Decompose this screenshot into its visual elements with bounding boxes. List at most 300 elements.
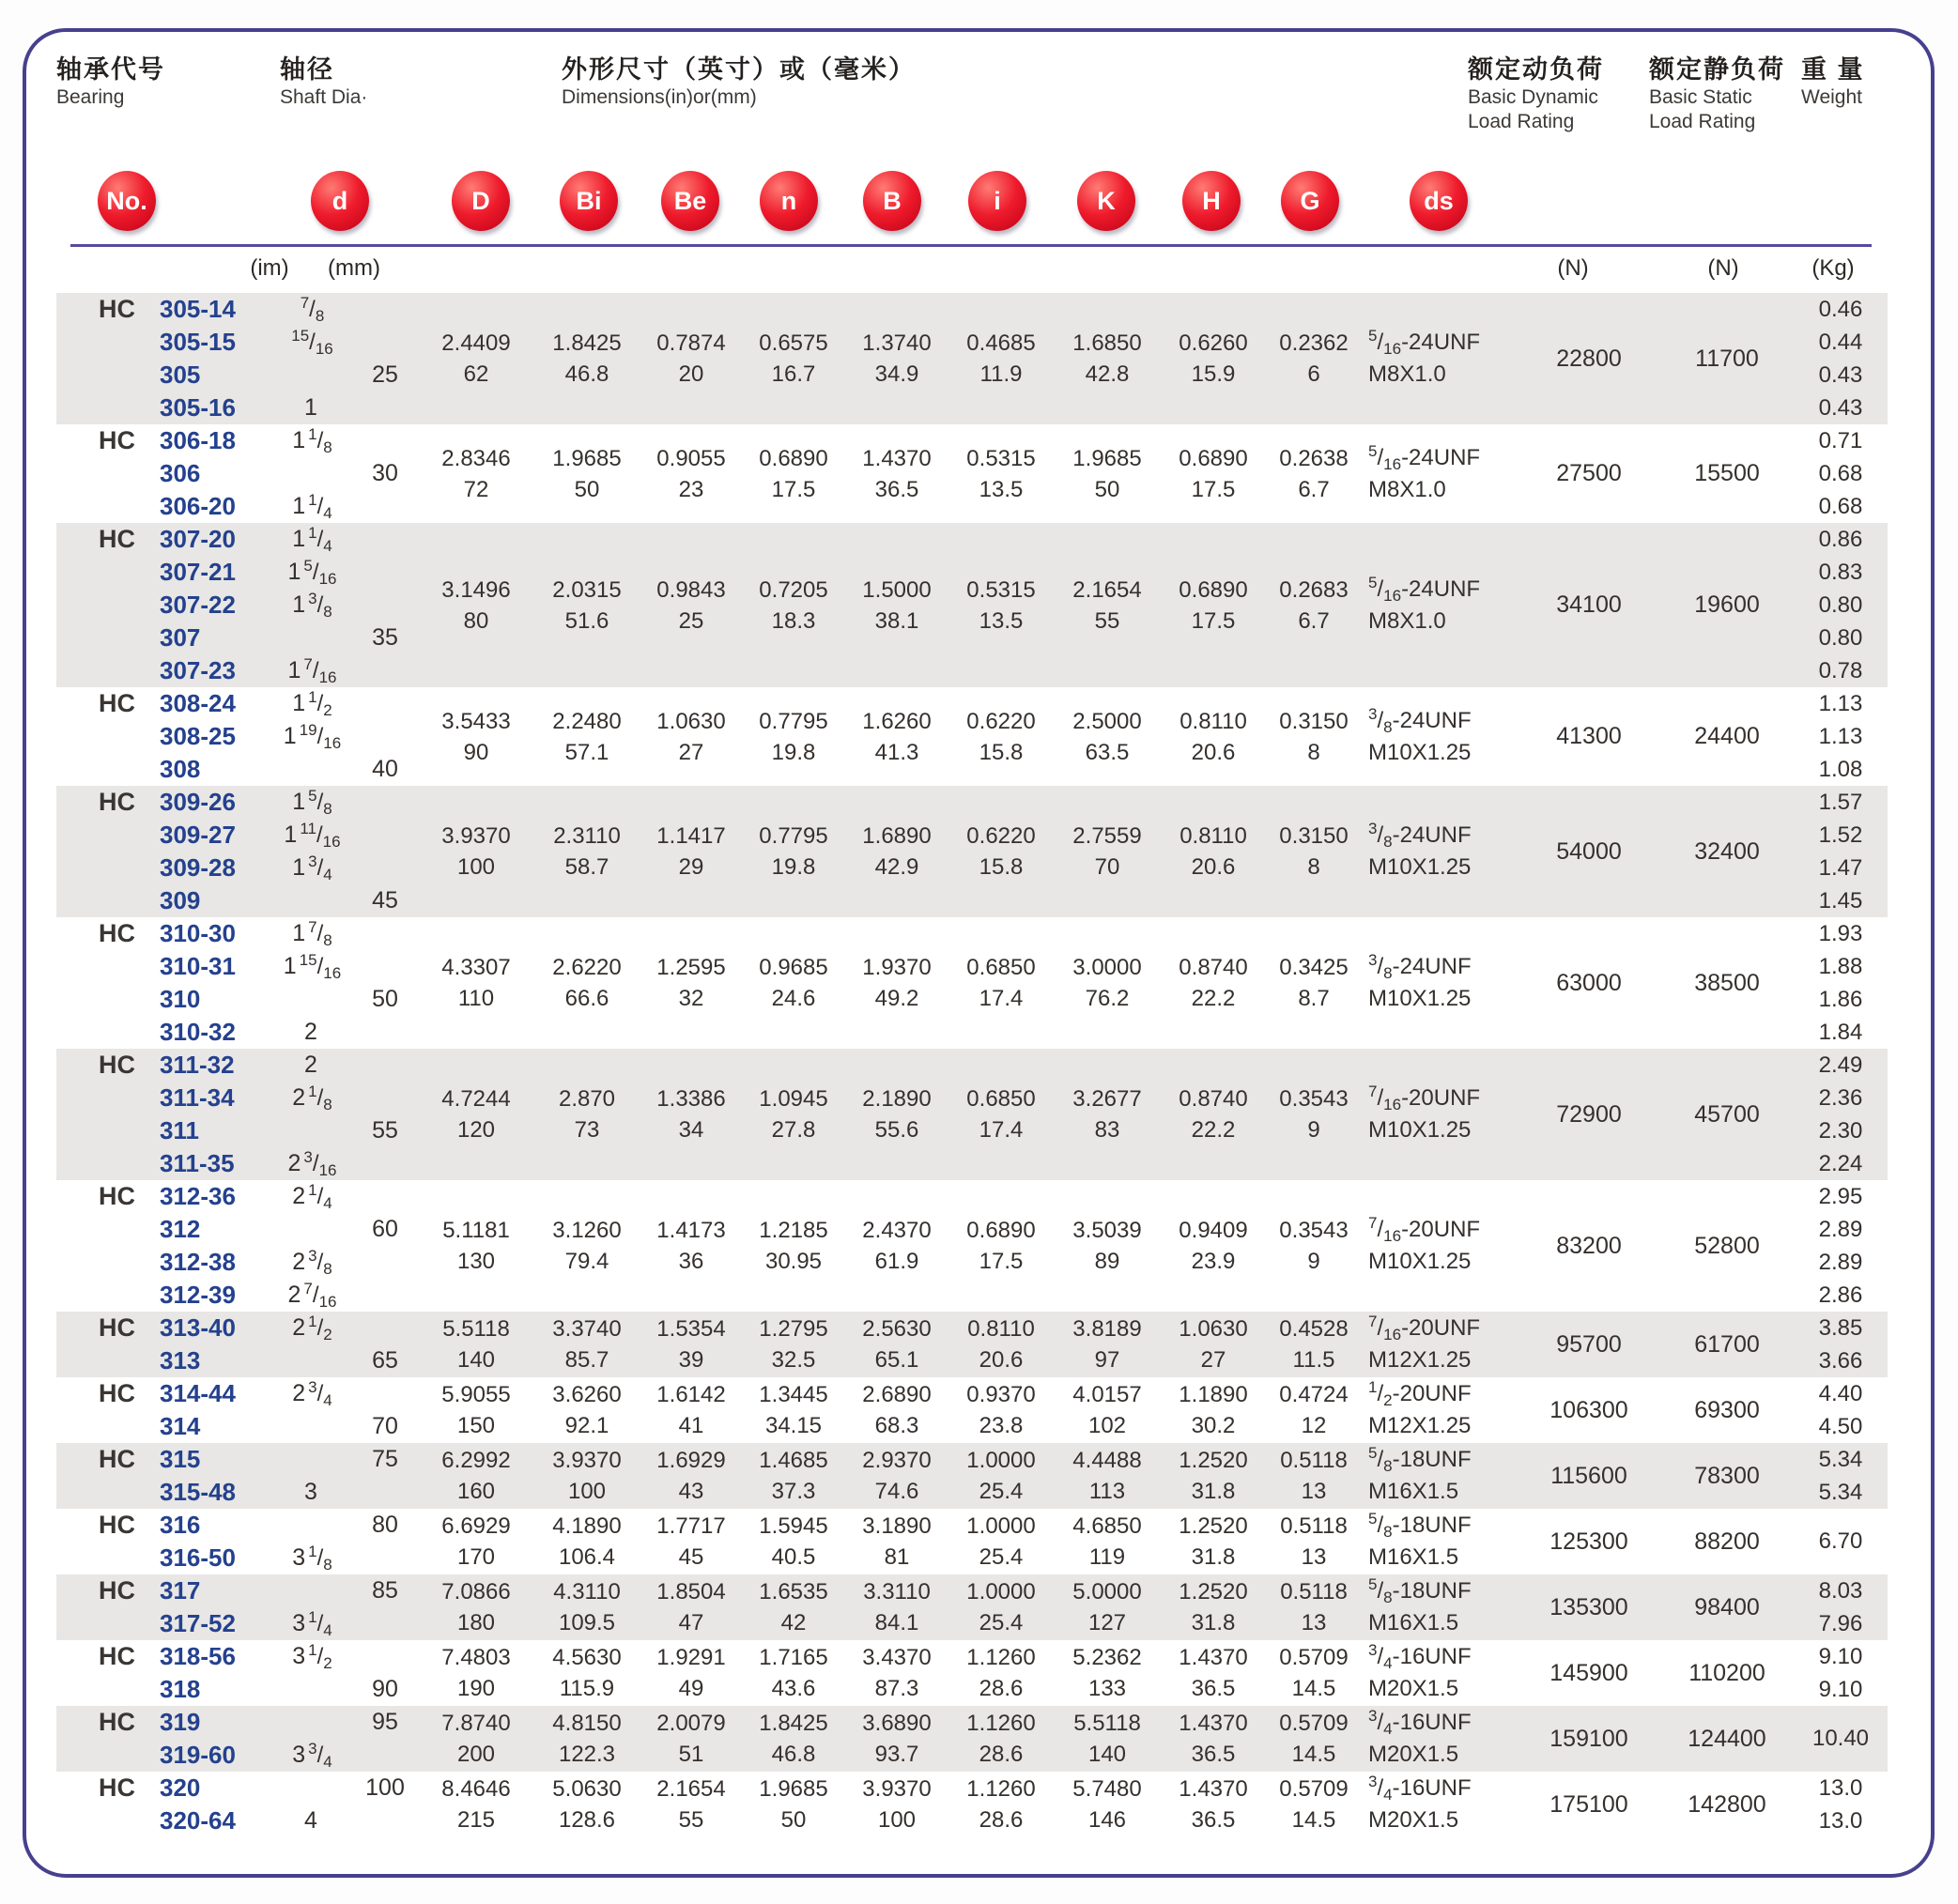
bearing-group: [56, 1509, 1888, 1574]
dim-inch-value: 2.5630: [862, 1316, 932, 1342]
table-row: [141, 326, 272, 359]
static-load-col: [1660, 1706, 1794, 1772]
shaft-fraction: $^1/_4$: [308, 1608, 332, 1639]
dim-col-B: [844, 293, 949, 424]
dim-col-B: [844, 1443, 949, 1509]
thread-unf-spec: $^3/_4-16UNF$: [1368, 1641, 1472, 1672]
weight-col: [1794, 1574, 1888, 1640]
shaft-dia-inch: [292, 1544, 332, 1572]
shaft-fraction: $^3/_4$: [308, 1378, 332, 1409]
dim-mm-value: 146: [1087, 1807, 1127, 1833]
unit-dynamic-n: (N): [1557, 255, 1589, 281]
dynamic-load-value: 41300: [1556, 723, 1622, 749]
dim-inch-value: 0.9685: [759, 955, 828, 980]
dim-inch-value: 0.5709: [1279, 1711, 1349, 1736]
bearing-code: 311-35: [160, 1149, 235, 1177]
thread-col: [1363, 1509, 1518, 1574]
static-load-col: [1660, 786, 1794, 917]
dim-mm-value: 13: [1301, 1610, 1327, 1635]
dynamic-load-value: 22800: [1556, 345, 1622, 372]
shaft-dia-inch: [284, 723, 341, 750]
dim-col-i: [949, 1509, 1053, 1574]
shaft-fraction: $^1/_2$: [308, 1313, 332, 1344]
bearing-code: 307-21: [160, 558, 236, 586]
bearing-code: 313-40: [160, 1313, 236, 1342]
dynamic-load-value: 135300: [1549, 1593, 1628, 1620]
dim-mm-value: 15.8: [979, 854, 1024, 880]
table-row: [141, 1574, 272, 1607]
code-col: [141, 1049, 272, 1180]
shaft-fraction: $^3/_4$: [308, 852, 332, 883]
weight-value: 1.84: [1818, 1019, 1863, 1045]
thread-metric-spec: M12X1.25: [1368, 1413, 1472, 1438]
code-col: [141, 917, 272, 1049]
shaft-whole: 1: [284, 821, 298, 848]
table-row: [141, 1082, 272, 1114]
dim-inch-value: 1.4685: [759, 1448, 828, 1473]
bearing-code: 305-14: [160, 295, 236, 323]
dim-col-i: [949, 687, 1053, 786]
dim-col-G: [1265, 523, 1363, 687]
weight-value: 0.44: [1818, 329, 1863, 355]
bearing-group: [56, 1443, 1888, 1509]
dim-mm-value: 63.5: [1085, 739, 1130, 765]
weight-value: 0.46: [1818, 296, 1863, 322]
table-row: [141, 1016, 272, 1049]
dim-mm-value: 51.6: [564, 607, 609, 634]
shaft-whole: 2: [292, 1380, 306, 1406]
shaft-fraction: $^1/_4$: [308, 1181, 332, 1212]
shaft-dia-inch: [292, 1610, 332, 1637]
dynamic-load-col: [1518, 1509, 1660, 1574]
table-row: [141, 917, 272, 950]
hc-col: [56, 1049, 141, 1180]
static-load-value: 110200: [1688, 1659, 1765, 1686]
dim-col-i: [949, 293, 1053, 424]
dim-col-n: [743, 1312, 844, 1377]
bearing-code: 311: [160, 1116, 199, 1144]
dim-col-Bi: [534, 523, 640, 687]
dim-mm-value: 66.6: [564, 986, 609, 1011]
shaft-whole: 2: [292, 1084, 306, 1111]
static-load-value: 52800: [1694, 1232, 1760, 1259]
thread-unf-spec: $^3/_8-24UNF$: [1368, 704, 1472, 736]
dim-inch-value: 0.5315: [966, 576, 1036, 603]
shaft-dia-inch: [304, 1052, 320, 1079]
header-bearing-zh: 轴承代号: [56, 55, 165, 84]
dim-col-H: [1162, 786, 1265, 917]
dim-mm-value: 41: [678, 1413, 704, 1438]
dim-col-Bi: [534, 917, 640, 1049]
dim-mm-value: 140: [456, 1347, 496, 1373]
dim-col-n: [743, 1574, 844, 1640]
dim-inch-value: 2.6220: [552, 955, 622, 980]
shaft-fraction: $^3/_8$: [308, 590, 332, 621]
table-row: [141, 983, 272, 1016]
dim-mm-value: 49: [678, 1676, 704, 1701]
dim-mm-value: 36.5: [874, 476, 919, 502]
shaft-dia-inch: [300, 293, 325, 325]
dim-inch-value: 0.7795: [759, 823, 828, 849]
dim-mm-value: 109.5: [558, 1610, 616, 1635]
table-row: [141, 1344, 272, 1377]
dim-inch-value: 1.2520: [1179, 1579, 1248, 1605]
shaft-whole: 2: [292, 1314, 306, 1341]
table-row: [141, 1410, 272, 1443]
dim-mm-value: 89: [1094, 1249, 1120, 1274]
bearing-code: 317: [160, 1576, 201, 1605]
weight-col: [1794, 917, 1888, 1049]
dim-inch-value: 2.8346: [441, 445, 511, 471]
dim-col-n: [743, 1443, 844, 1509]
bearing-code: 312-36: [160, 1182, 236, 1210]
bearing-code: 309-27: [160, 821, 236, 849]
dim-mm-value: 11.5: [1292, 1347, 1335, 1373]
bearing-code: 314-44: [160, 1379, 236, 1407]
shaft-dia-inch: [292, 690, 332, 717]
weight-value: 9.10: [1818, 1643, 1863, 1669]
static-load-value: 38500: [1694, 969, 1760, 996]
dim-mm-value: 8: [1307, 739, 1320, 765]
dim-inch-value: 1.0630: [656, 708, 726, 734]
shaft-dia-mm: 30: [372, 460, 398, 486]
code-col: [141, 1772, 272, 1837]
shaft-fraction: $^3/_4$: [308, 1740, 332, 1771]
table-row: [141, 392, 272, 424]
dim-col-i: [949, 1049, 1053, 1180]
bearing-code: 307-20: [160, 525, 236, 553]
shaft-whole: 2: [292, 1249, 306, 1275]
shaft-dia-mm: 40: [372, 756, 398, 782]
static-load-col: [1660, 1640, 1794, 1706]
dim-inch-value: 1.5000: [862, 576, 932, 603]
dim-col-G: [1265, 1706, 1363, 1772]
static-load-value: 32400: [1694, 837, 1760, 865]
dim-inch-value: 0.3425: [1279, 955, 1349, 980]
dim-col-H: [1162, 1706, 1265, 1772]
dim-col-i: [949, 1640, 1053, 1706]
thread-metric-spec: M10X1.25: [1368, 854, 1472, 880]
dim-col-B: [844, 1706, 949, 1772]
dim-inch-value: 2.1654: [1072, 576, 1142, 603]
dim-mm-value: 36.5: [1191, 1676, 1236, 1701]
weight-value: 1.45: [1818, 887, 1863, 914]
dynamic-load-col: [1518, 687, 1660, 786]
dim-mm-value: 80: [463, 607, 489, 634]
table-row: [141, 687, 272, 720]
group-prefix: HC: [99, 426, 135, 454]
hc-col: [56, 1180, 141, 1312]
bearing-code: 313: [160, 1346, 201, 1374]
weight-value: 2.49: [1818, 1052, 1863, 1078]
shaft-mm-col: [352, 1574, 418, 1640]
shaft-mm-col: [352, 1180, 418, 1312]
shaft-fraction: $^3/_{16}$: [303, 1148, 337, 1179]
dim-inch-value: 1.2185: [759, 1218, 828, 1243]
dim-col-D: [418, 917, 534, 1049]
static-load-value: 88200: [1694, 1528, 1760, 1555]
dim-col-n: [743, 293, 844, 424]
dim-inch-value: 0.3150: [1279, 708, 1349, 734]
dim-col-Be: [640, 1312, 743, 1377]
dim-col-n: [743, 687, 844, 786]
dynamic-load-value: 175100: [1549, 1790, 1628, 1818]
dim-mm-value: 74.6: [874, 1479, 919, 1504]
dim-inch-value: 1.6850: [1072, 330, 1142, 356]
dim-mm-value: 37.3: [771, 1479, 816, 1504]
shaft-mm-col: [352, 424, 418, 523]
shaft-mm-col: [352, 1377, 418, 1443]
thread-metric-spec: M10X1.25: [1368, 1117, 1472, 1143]
static-load-value: 61700: [1694, 1330, 1760, 1358]
dim-mm-value: 68.3: [874, 1413, 919, 1438]
shaft-dia-inch: [292, 493, 332, 520]
dim-col-Bi: [534, 1640, 640, 1706]
thread-col: [1363, 1377, 1518, 1443]
dim-inch-value: 1.8425: [552, 330, 622, 356]
table-row: [141, 1804, 272, 1837]
dim-inch-value: 1.3740: [862, 330, 932, 356]
dim-inch-value: 6.6929: [441, 1513, 511, 1539]
table-row: [141, 589, 272, 622]
dim-col-H: [1162, 687, 1265, 786]
weight-value: 1.93: [1818, 920, 1863, 946]
dim-inch-value: 5.5118: [442, 1316, 510, 1342]
bearing-code: 309: [160, 886, 201, 914]
table-row: [141, 359, 272, 392]
dynamic-load-value: 145900: [1549, 1659, 1628, 1686]
dim-mm-value: 17.5: [1191, 476, 1236, 502]
dim-mm-value: 27: [678, 739, 704, 765]
dim-mm-value: 20: [678, 361, 704, 387]
dim-col-G: [1265, 1312, 1363, 1377]
dim-col-D: [418, 786, 534, 917]
dim-mm-value: 42.9: [874, 854, 919, 880]
code-col: [141, 1377, 272, 1443]
dim-mm-value: 14.5: [1291, 1676, 1336, 1701]
dim-inch-value: 2.9370: [862, 1448, 932, 1473]
dim-inch-value: 1.0000: [966, 1448, 1036, 1473]
shaft-whole: 2: [287, 1282, 301, 1308]
hc-col: [56, 424, 141, 523]
weight-col: [1794, 1312, 1888, 1377]
shaft-inch-col: [272, 523, 352, 687]
thread-metric-spec: M8X1.0: [1368, 607, 1446, 634]
dim-inch-value: 0.8740: [1179, 1086, 1248, 1112]
dim-col-D: [418, 293, 534, 424]
column-badge-No: No.: [98, 171, 156, 231]
dim-inch-value: 2.7559: [1072, 823, 1142, 849]
thread-metric-spec: M10X1.25: [1368, 1249, 1472, 1274]
dim-mm-value: 25.4: [979, 1544, 1024, 1570]
bearing-code: 307-23: [160, 656, 236, 684]
dim-inch-value: 0.5709: [1279, 1776, 1349, 1802]
hc-col: [56, 293, 141, 424]
table-row: [141, 1673, 272, 1706]
dim-mm-value: 36: [678, 1249, 704, 1274]
dim-mm-value: 47: [678, 1610, 704, 1635]
dim-col-B: [844, 917, 949, 1049]
dim-col-Be: [640, 1706, 743, 1772]
column-badge-n: n: [760, 171, 818, 231]
dim-mm-value: 42.8: [1085, 361, 1130, 387]
dim-inch-value: 0.2362: [1279, 330, 1349, 356]
hc-col: [56, 1772, 141, 1837]
shaft-dia-mm: 35: [372, 624, 398, 651]
dim-mm-value: 40.5: [771, 1544, 816, 1570]
shaft-whole: 1: [287, 657, 301, 683]
bearing-code: 312: [160, 1215, 201, 1243]
shaft-whole: 2: [292, 1183, 306, 1209]
hc-col: [56, 1574, 141, 1640]
dim-mm-value: 28.6: [979, 1676, 1024, 1701]
weight-value: 2.86: [1818, 1282, 1863, 1308]
dim-mm-value: 83: [1094, 1117, 1120, 1143]
dim-inch-value: 0.8110: [1179, 823, 1247, 849]
unit-shaft-mm: (mm): [328, 255, 380, 281]
shaft-dia-inch: [291, 326, 333, 358]
dynamic-load-col: [1518, 1180, 1660, 1312]
group-prefix: HC: [99, 1576, 135, 1605]
shaft-inch-col: [272, 1772, 352, 1837]
group-prefix: HC: [99, 1773, 135, 1802]
dim-inch-value: 4.3307: [441, 955, 511, 980]
dim-col-n: [743, 1509, 844, 1574]
dim-inch-value: 1.4370: [862, 445, 932, 471]
weight-value: 13.0: [1818, 1807, 1863, 1834]
table-row: [141, 1049, 272, 1082]
dim-col-i: [949, 1706, 1053, 1772]
weight-col: [1794, 1509, 1888, 1574]
weight-col: [1794, 1640, 1888, 1706]
weight-value: 4.40: [1818, 1380, 1863, 1406]
dim-inch-value: 1.5945: [759, 1513, 828, 1539]
dim-mm-value: 45: [678, 1544, 704, 1570]
bearing-code: 308-25: [160, 722, 236, 750]
table-row: [141, 753, 272, 786]
dim-inch-value: 0.4685: [966, 330, 1036, 356]
shaft-fraction: $^1/_8$: [308, 1543, 332, 1574]
bearing-code: 309-26: [160, 788, 236, 816]
dim-col-B: [844, 1772, 949, 1837]
dynamic-load-col: [1518, 1377, 1660, 1443]
shaft-fraction: $^7/_8$: [308, 918, 332, 949]
dim-inch-value: 3.2677: [1072, 1086, 1142, 1112]
dim-mm-value: 6: [1307, 361, 1320, 387]
shaft-mm-col: [352, 1640, 418, 1706]
bearing-group: [56, 786, 1888, 917]
dim-col-K: [1053, 1574, 1162, 1640]
static-load-col: [1660, 1509, 1794, 1574]
weight-value: 0.68: [1818, 493, 1863, 519]
bearing-code: 307-22: [160, 591, 236, 619]
static-load-value: 45700: [1694, 1100, 1760, 1128]
dim-inch-value: 2.3110: [553, 823, 621, 849]
static-load-value: 98400: [1694, 1593, 1760, 1620]
thread-col: [1363, 786, 1518, 917]
dim-inch-value: 1.6890: [862, 823, 932, 849]
dim-mm-value: 32: [678, 986, 704, 1011]
dim-col-n: [743, 424, 844, 523]
column-badge-G: G: [1281, 171, 1339, 231]
weight-value: 0.71: [1818, 427, 1863, 453]
bearing-group: [56, 1574, 1888, 1640]
dim-col-H: [1162, 1180, 1265, 1312]
group-prefix: HC: [99, 1708, 135, 1736]
dim-inch-value: 3.5433: [441, 708, 511, 734]
weight-value: 0.78: [1818, 657, 1863, 683]
dim-mm-value: 30.95: [764, 1249, 823, 1274]
dim-mm-value: 24.6: [771, 986, 816, 1011]
dim-col-D: [418, 1772, 534, 1837]
dim-mm-value: 29: [678, 854, 704, 880]
dim-inch-value: 1.1417: [656, 823, 726, 849]
dim-mm-value: 65.1: [874, 1347, 919, 1373]
dim-mm-value: 100: [567, 1479, 607, 1504]
dim-mm-value: 25.4: [979, 1479, 1024, 1504]
dynamic-load-value: 72900: [1556, 1100, 1622, 1128]
dim-inch-value: 1.5354: [656, 1316, 726, 1342]
static-load-value: 142800: [1688, 1790, 1766, 1818]
dim-inch-value: 1.9685: [1072, 445, 1142, 471]
dim-mm-value: 128.6: [558, 1807, 616, 1833]
dim-col-Be: [640, 1574, 743, 1640]
dim-col-B: [844, 687, 949, 786]
dim-mm-value: 30.2: [1191, 1413, 1236, 1438]
thread-metric-spec: M20X1.5: [1368, 1676, 1459, 1701]
thread-unf-spec: $^3/_4-16UNF$: [1368, 1707, 1472, 1738]
dim-col-H: [1162, 293, 1265, 424]
dim-col-i: [949, 917, 1053, 1049]
shaft-dia-inch: [304, 1019, 320, 1046]
weight-value: 1.57: [1818, 789, 1863, 815]
dim-mm-value: 23: [678, 476, 704, 502]
shaft-inch-col: [272, 293, 352, 424]
bearing-code: 309-28: [160, 853, 236, 882]
dim-col-Bi: [534, 1509, 640, 1574]
dim-col-K: [1053, 293, 1162, 424]
dim-col-Be: [640, 1640, 743, 1706]
dim-col-G: [1265, 917, 1363, 1049]
dim-col-Bi: [534, 1574, 640, 1640]
dim-inch-value: 2.1890: [862, 1086, 932, 1112]
dim-col-K: [1053, 1180, 1162, 1312]
dim-mm-value: 70: [1094, 854, 1120, 880]
table-row: [141, 1114, 272, 1147]
dim-col-n: [743, 1640, 844, 1706]
group-prefix: HC: [99, 1379, 135, 1407]
bearing-code: 317-52: [160, 1609, 236, 1637]
dim-mm-value: 119: [1088, 1544, 1126, 1570]
table-row: [141, 293, 272, 326]
group-prefix: HC: [99, 1642, 135, 1670]
dim-col-i: [949, 1180, 1053, 1312]
dim-mm-value: 76.2: [1085, 986, 1130, 1011]
dim-col-K: [1053, 1509, 1162, 1574]
header-bearing: [56, 49, 165, 110]
dim-mm-value: 6.7: [1298, 607, 1330, 634]
dim-col-K: [1053, 1706, 1162, 1772]
dim-mm-value: 13.5: [979, 607, 1024, 634]
dim-col-H: [1162, 1509, 1265, 1574]
dim-col-B: [844, 1377, 949, 1443]
bearing-code: 315: [160, 1445, 201, 1473]
dim-mm-value: 97: [1094, 1347, 1120, 1373]
thread-unf-spec: $^7/_{16}-20UNF$: [1368, 1214, 1481, 1245]
shaft-mm-col: [352, 1706, 418, 1772]
column-badge-K: K: [1077, 171, 1135, 231]
shaft-dia-mm: 100: [365, 1774, 405, 1801]
